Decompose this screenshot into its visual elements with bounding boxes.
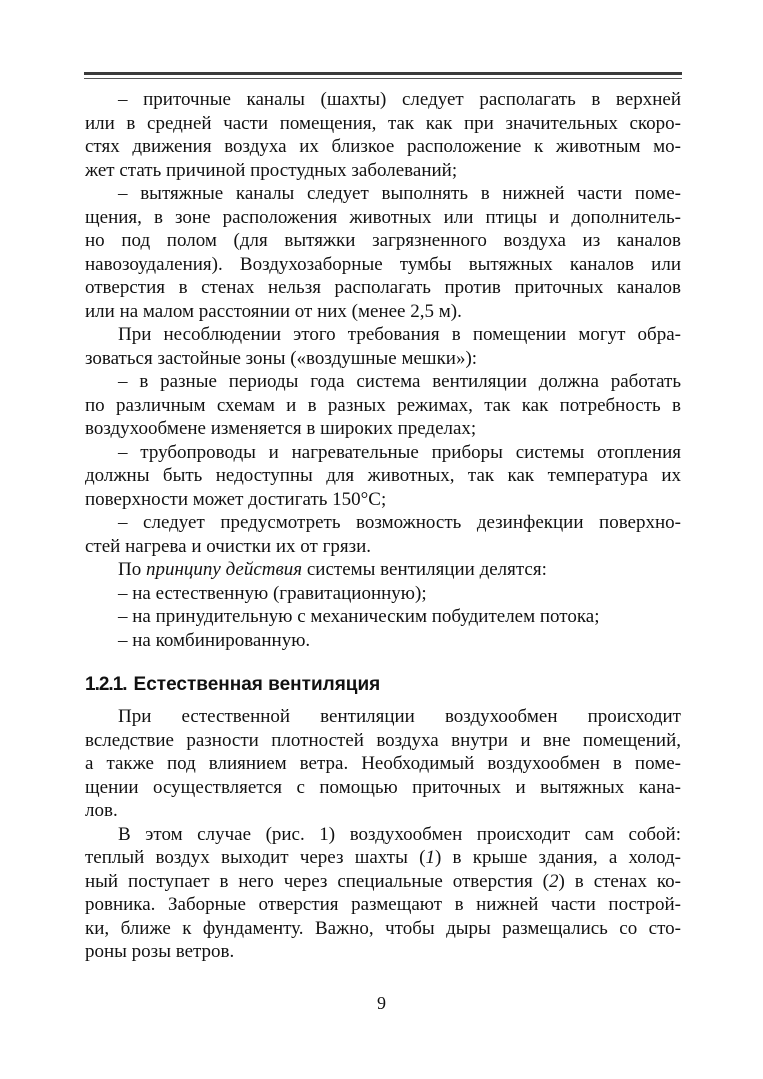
text-line: щении осуществляется с помощью приточных и вытяжных кана- (85, 776, 681, 798)
text-line: по различным схемам и в разных режимах, так как потребность в (85, 394, 681, 416)
text-segment: ) в крыше здания, а холод- (434, 847, 681, 868)
text-line: навозоудаления). Воздухозаборные тумбы вытяжных каналов или (85, 253, 681, 275)
figure-ref: 2 (549, 870, 559, 892)
list-item: – на естественную (гравитационную); (118, 582, 427, 604)
text-line: жет стать причиной простудных заболеваний; (85, 159, 458, 181)
text-line: вследствие разности плотностей воздуха внутри и вне помещений, (85, 729, 681, 751)
text-line: поверхности может достигать 150°С; (85, 488, 387, 510)
section-number: 1.2.1. (85, 674, 127, 695)
text-line: – трубопроводы и нагревательные приборы системы отопления (118, 441, 681, 463)
list-item: – на принудительную с механическим побудителем потока; (118, 606, 600, 627)
text-line: лов. (85, 800, 118, 821)
text-line: или в средней части помещения, так как при значительных скоро- (85, 112, 681, 134)
text-line: При естественной вентиляции воздухообмен происходит (118, 706, 681, 727)
text-segment: ный поступает в него через специальные отверстия ( (85, 870, 550, 892)
principle-line (85, 558, 681, 582)
header-rule-thin (84, 78, 682, 79)
header-rule-thick (84, 72, 682, 75)
text-line: или на малом расстоянии от них (менее 2,5 м). (85, 300, 462, 322)
text-line: щения, в зоне расположения животных или птицы и дополнитель- (85, 206, 681, 228)
text-line: – приточные каналы (шахты) следует располагать в верхней (118, 89, 681, 110)
list-item: – на комбинированную. (118, 629, 311, 651)
text-line: должны быть недоступны для животных, так как температура их (85, 465, 681, 486)
text-segment: теплый воздух выходит через шахты ( (85, 847, 426, 868)
text-line: но под полом (для вытяжки загрязненного воздуха из каналов (85, 230, 681, 251)
principle-italic: принципу действия (145, 559, 303, 580)
text-line: стях движения воздуха их близкое расположение к животным мо- (85, 136, 681, 157)
text-line: – в разные периоды года система вентиляции должна работать (118, 371, 681, 392)
text-line (85, 846, 681, 870)
section-heading (85, 671, 681, 699)
body-text-lower (85, 705, 681, 964)
text-line: – следует предусмотреть возможность дезинфекции поверхно- (118, 512, 681, 533)
section-title: Естественная вентиляция (133, 674, 381, 695)
text-line: зоваться застойные зоны («воздушные мешки»): (85, 347, 478, 369)
page-number: 9 (377, 993, 386, 1013)
text-line: – вытяжные каналы следует выполнять в нижней части поме- (118, 183, 681, 204)
text-line: ровника. Заборные отверстия размещают в нижней части построй- (85, 894, 681, 915)
text-line: стей нагрева и очистки их от грязи. (85, 535, 372, 557)
figure-ref: 1 (425, 847, 435, 868)
text-line: При несоблюдении этого требования в помещении могут обра- (118, 324, 681, 345)
principle-before: По (118, 559, 146, 580)
text-segment: ) в стенах ко- (558, 870, 681, 892)
text-line: В этом случае (рис. 1) воздухообмен происходит сам собой: (118, 823, 681, 845)
body-text-upper (85, 88, 681, 652)
principle-after: системы вентиляции делятся: (302, 559, 547, 580)
text-line: отверстия в стенах нельзя располагать против приточных каналов (85, 277, 681, 298)
text-line: роны розы ветров. (85, 941, 235, 962)
text-line: воздухообмене изменяется в широких пределах; (85, 418, 477, 439)
text-line (85, 870, 681, 894)
text-line: ки, ближе к фундаменту. Важно, чтобы дыры размещались со сто- (85, 917, 681, 939)
text-line: а также под влиянием ветра. Необходимый воздухообмен в поме- (85, 753, 681, 774)
